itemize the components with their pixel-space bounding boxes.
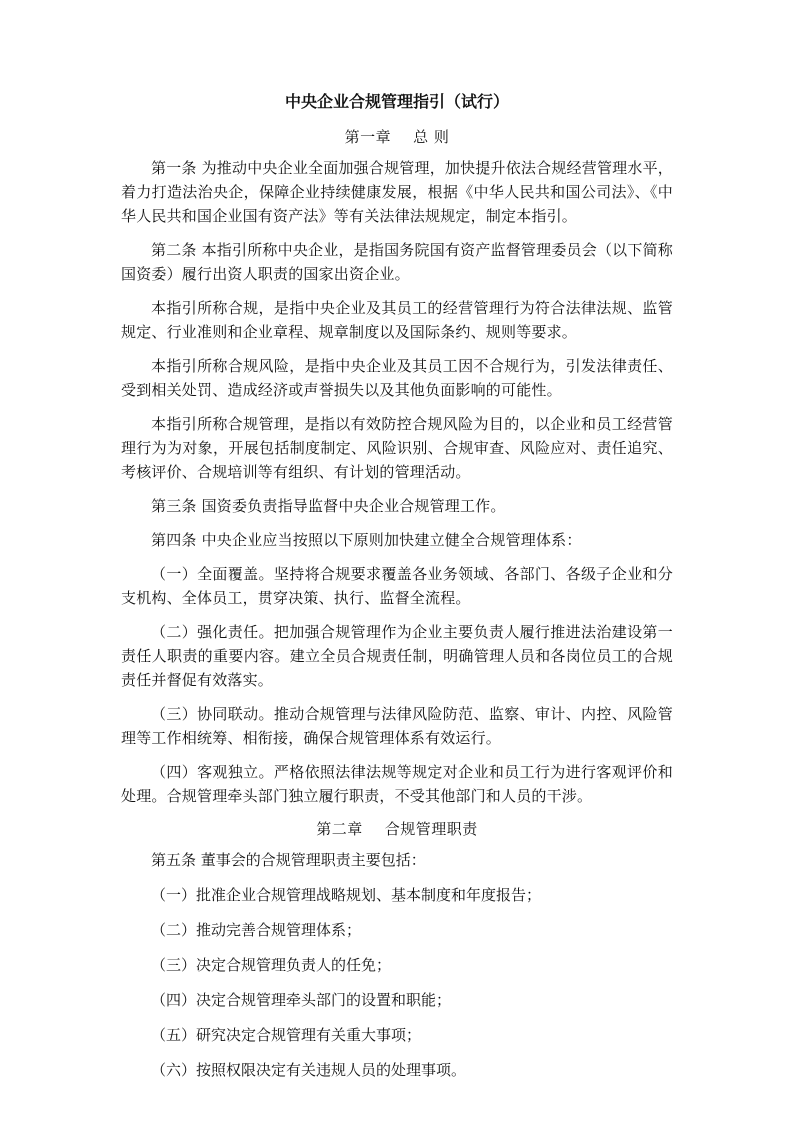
principle-4: （四）客观独立。严格依照法律法规等规定对企业和员工行为进行客观评价和处理。合规管理牵头部门独立履行职责，不受其他部门和人员的干涉。	[121, 763, 673, 805]
list-item: （四）决定合规管理牵头部门的设置和职能；	[151, 991, 452, 1009]
list-item: （二）推动完善合规管理体系；	[151, 921, 362, 939]
article-5: 第五条 董事会的合规管理职责主要包括：	[151, 851, 426, 869]
document-title: 中央企业合规管理指引（试行）	[284, 92, 509, 111]
list-item: （六）按照权限决定有关违规人员的处理事项。	[151, 1061, 467, 1079]
list-item: （五）研究决定合规管理有关重大事项；	[151, 1026, 422, 1044]
chapter-name: 总 则	[413, 128, 450, 146]
article-3: 第三条 国资委负责指导监督中央企业合规管理工作。	[151, 497, 506, 515]
definition-compliance-management: 本指引所称合规管理，是指以有效防控合规风险为目的，以企业和员工经营管理行为为对象，开展包括制度制定、风险识别、合规审查、风险应对、责任追究、考核评价、合规培训等有组织、有计划的管理活动。	[121, 415, 673, 481]
principle-2: （二）强化责任。把加强合规管理作为企业主要负责人履行推进法治建设第一责任人职责的重要内容。建立全员合规责任制，明确管理人员和各岗位员工的合规责任并督促有效落实。	[121, 623, 673, 689]
definition-compliance-risk: 本指引所称合规风险，是指中央企业及其员工因不合规行为，引发法律责任、受到相关处罚、造成经济或声誉损失以及其他负面影响的可能性。	[121, 357, 673, 399]
chapter-heading-2	[121, 818, 673, 840]
principle-1: （一）全面覆盖。坚持将合规要求覆盖各业务领域、各部门、各级子企业和分支机构、全体员工，贯穿决策、执行、监督全流程。	[121, 565, 673, 607]
definition-compliance: 本指引所称合规，是指中央企业及其员工的经营管理行为符合法律法规、监管规定、行业准则和企业章程、规章制度以及国际条约、规则等要求。	[121, 299, 673, 341]
chapter-heading-1	[121, 126, 673, 148]
chapter-number: 第一章	[344, 128, 392, 146]
article-1: 第一条 为推动中央企业全面加强合规管理，加快提升依法合规经营管理水平，着力打造法治央企，保障企业持续健康发展，根据《中华人民共和国公司法》、《中华人民共和国企业国有资产法》等有关法律法规规定，制定本指引。	[121, 159, 673, 225]
list-item: （一）批准企业合规管理战略规划、基本制度和年度报告；	[151, 886, 542, 904]
list-item: （三）决定合规管理负责人的任免；	[151, 956, 392, 974]
principle-3: （三）协同联动。推动合规管理与法律风险防范、监察、审计、内控、风险管理等工作相统筹、相衔接，确保合规管理体系有效运行。	[121, 705, 673, 747]
document-body	[121, 90, 673, 1093]
chapter-number: 第二章	[316, 820, 363, 838]
chapter-name: 合规管理职责	[384, 820, 478, 838]
article-2: 第二条 本指引所称中央企业，是指国务院国有资产监督管理委员会（以下简称国资委）履行出资人职责的国家出资企业。	[121, 241, 673, 283]
article-4: 第四条 中央企业应当按照以下原则加快建立健全合规管理体系：	[151, 531, 582, 549]
